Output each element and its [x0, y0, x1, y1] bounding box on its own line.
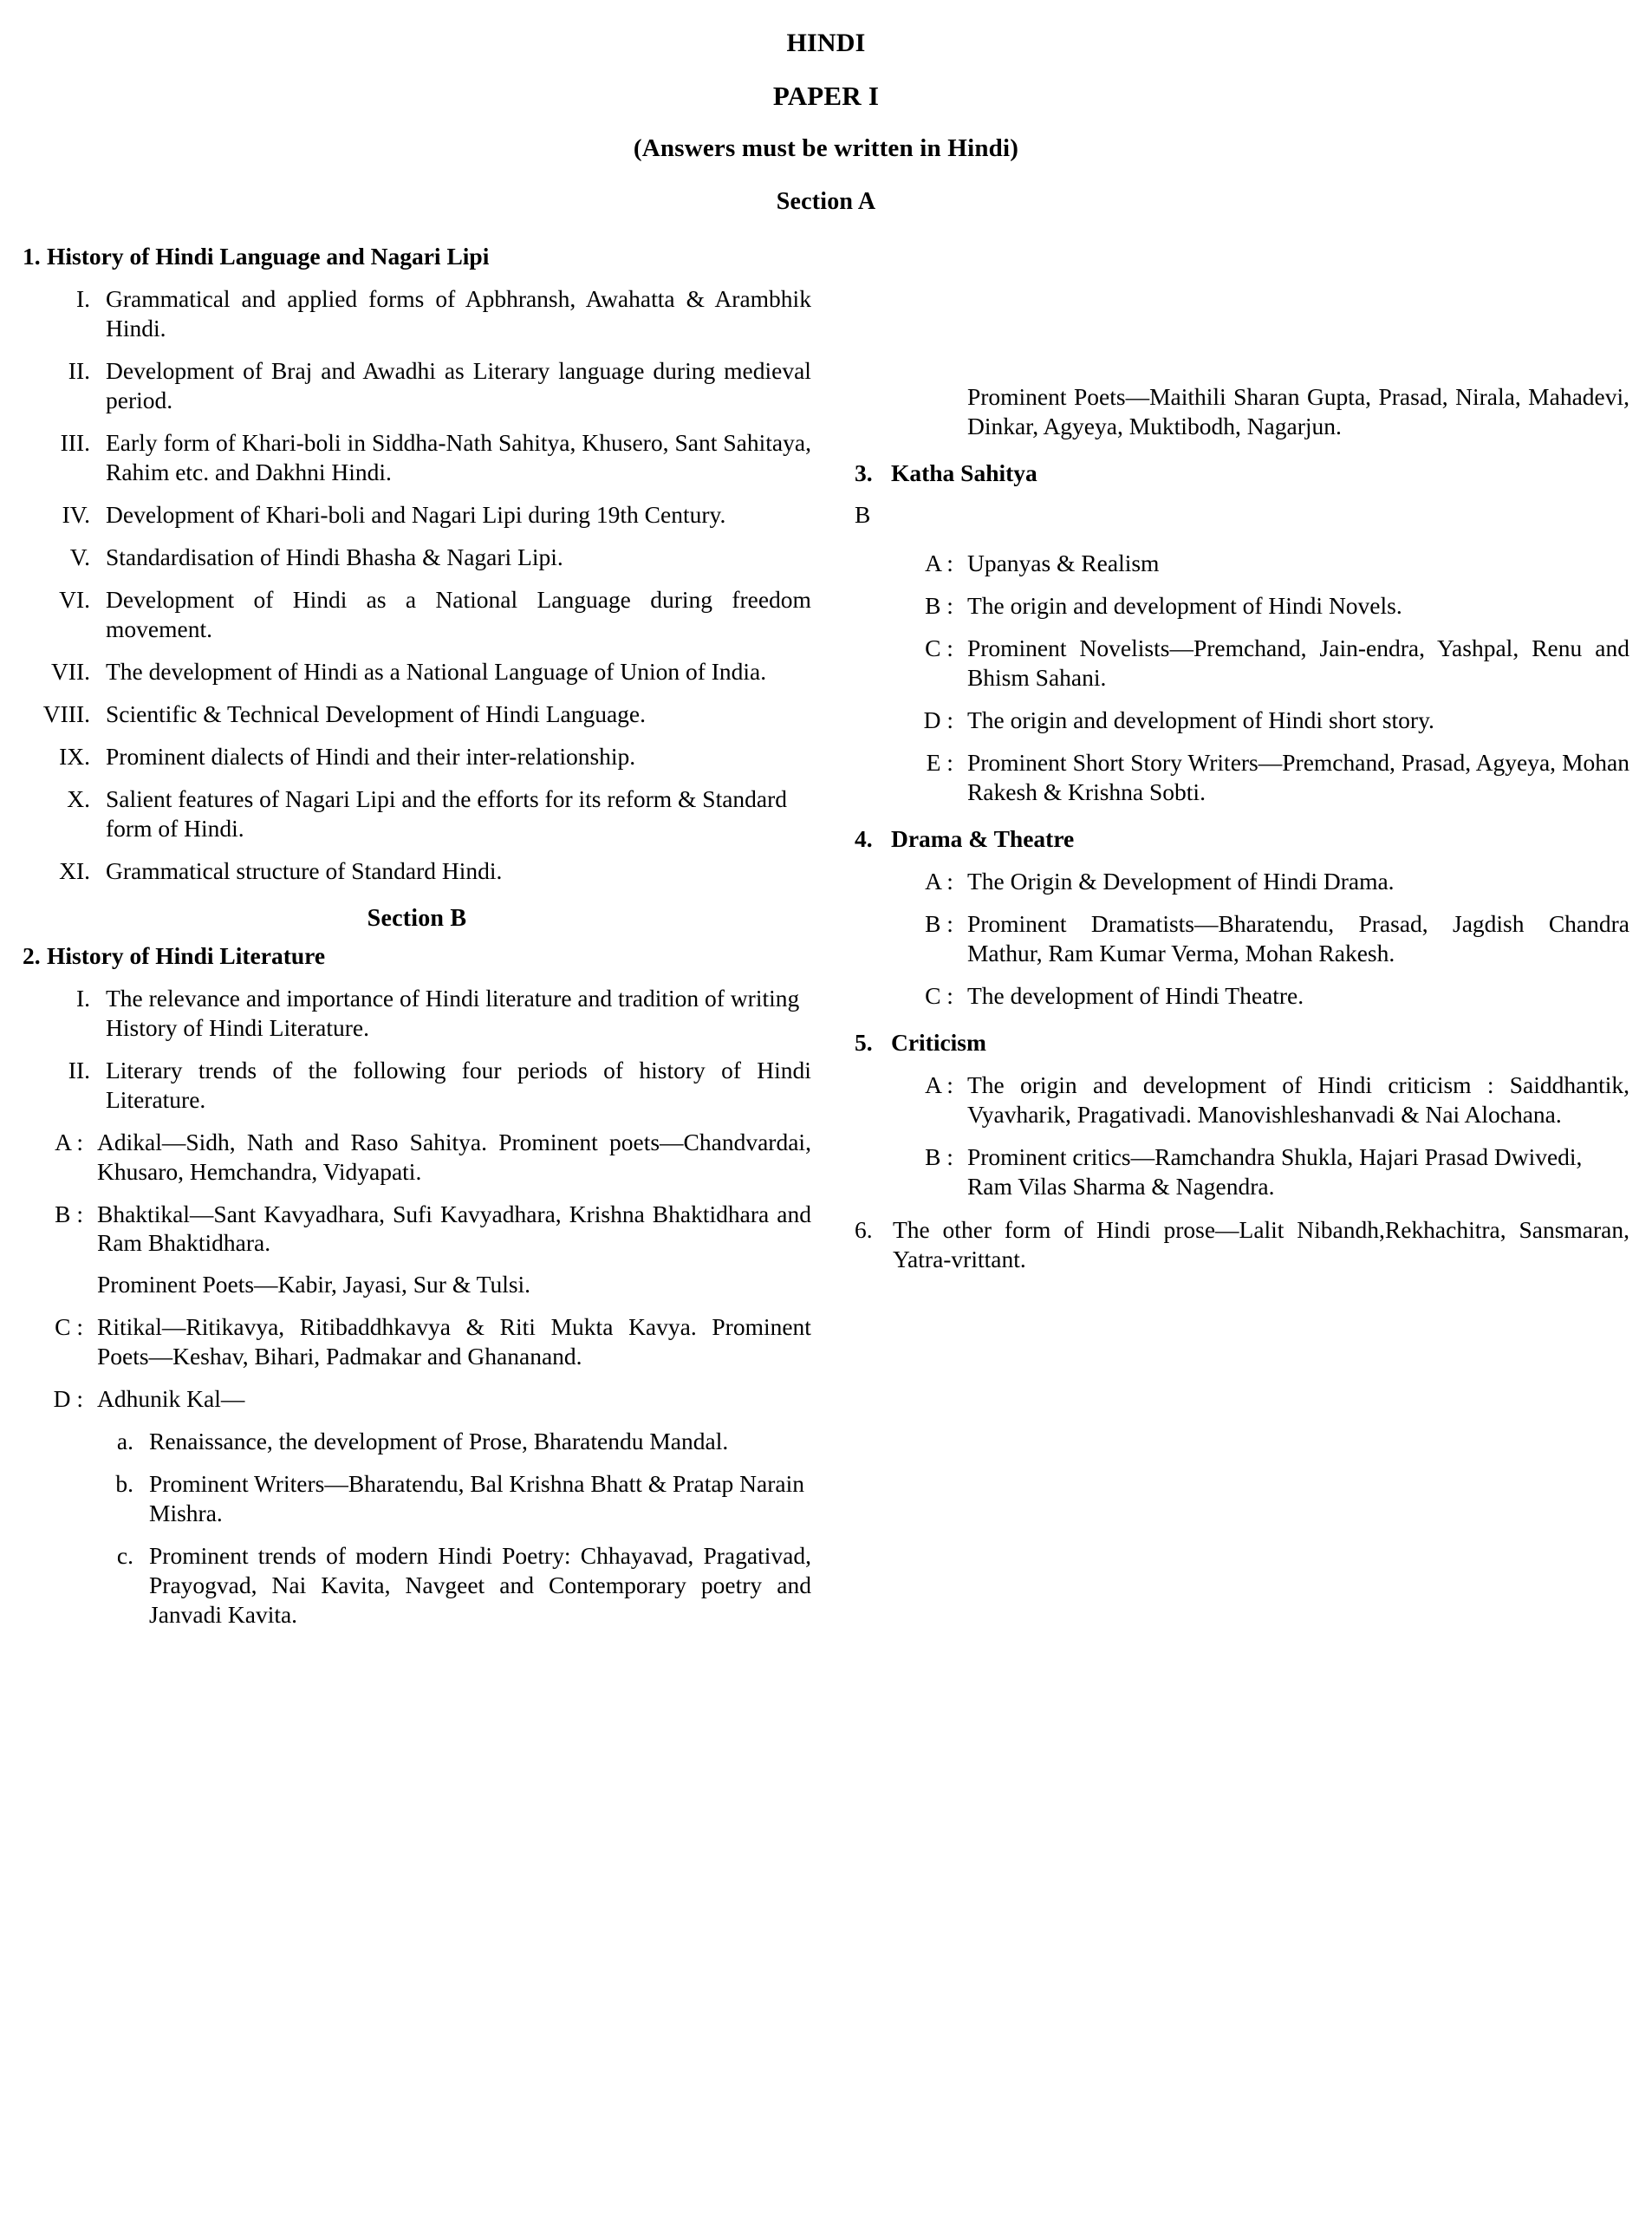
list-item: [855, 909, 1629, 968]
list-marker: IV.: [62, 501, 90, 529]
list-text: Grammatical structure of Standard Hindi.: [106, 856, 503, 884]
list-item: [23, 1128, 811, 1187]
two-column-body: [23, 230, 1629, 1630]
list-text: Grammatical and applied forms of Apbhransh, Awahatta & Arambhik Hindi.: [106, 285, 811, 342]
list-marker: XI.: [59, 856, 90, 884]
topic-6-item: [855, 1215, 1629, 1274]
list-text: Development of Hindi as a National Language during freedom movement.: [106, 586, 811, 643]
list-marker: I.: [75, 285, 90, 313]
list-text: Bhaktikal—Sant Kavyadhara, Sufi Kavyadhara, Krishna Bhaktidhara and Ram Bhaktidhara.: [97, 1200, 811, 1257]
list-text: The Origin & Development of Hindi Drama.: [966, 868, 1395, 895]
list-item: [855, 1142, 1629, 1201]
left-column: [23, 230, 832, 1630]
section-b-block: [23, 905, 811, 933]
list-text: The development of Hindi Theatre.: [966, 981, 1304, 1009]
list-item: [23, 1427, 811, 1456]
list-marker: VIII.: [42, 700, 90, 727]
topic-3-title: Katha Sahitya: [890, 459, 1037, 487]
list-marker: II.: [68, 1056, 90, 1083]
topic-6-text: The other form of Hindi prose—Lalit Nibandh,Rekhachitra, Sansmaran, Yatra-vrittant.: [892, 1215, 1629, 1272]
section-b-heading: Section B: [367, 904, 467, 932]
list-marker: V.: [69, 543, 90, 571]
list-marker: b.: [115, 1470, 133, 1498]
list-item: [23, 1384, 811, 1414]
list-item: [855, 1070, 1629, 1129]
topic-4-number: 4.: [854, 825, 873, 852]
list-marker: D :: [923, 706, 953, 734]
topic-4-heading: [855, 824, 1629, 854]
paper-title: PAPER I: [772, 81, 880, 111]
list-item: [855, 634, 1629, 693]
list-text: Prominent Novelists—Premchand, Jain-endra, Yashpal, Renu and Bhism Sahani.: [966, 634, 1629, 692]
right-column: [855, 230, 1629, 1273]
list-text: Development of Khari-boli and Nagari Lipi during 19th Century.: [106, 501, 726, 529]
list-item: [855, 549, 1629, 578]
list-item: [23, 984, 811, 1043]
list-marker: IX.: [59, 742, 90, 770]
topic-5-heading: [855, 1028, 1629, 1057]
topic-4-title: Drama & Theatre: [890, 825, 1075, 852]
list-marker: B :: [55, 1200, 83, 1227]
list-item: [23, 356, 811, 415]
list-item: [855, 706, 1629, 735]
list-text: Ritikal—Ritikavya, Ritibaddhkavya & Riti Mukta Kavya. Prominent Poets—Keshav, Bihari, Padmakar and Ghananand.: [97, 1313, 811, 1370]
list-text: Standardisation of Hindi Bhasha & Nagari Lipi.: [106, 543, 563, 571]
list-item: [23, 585, 811, 644]
list-text: The relevance and importance of Hindi literature and tradition of writing History of Hindi Literature.: [106, 984, 800, 1041]
list-item: [23, 428, 811, 487]
list-text: Prominent Dramatists—Bharatendu, Prasad, Jagdish Chandra Mathur, Ram Kumar Verma, Mohan Rakesh.: [966, 910, 1629, 966]
list-item: [855, 981, 1629, 1011]
list-item: [23, 1469, 811, 1528]
list-item: [23, 784, 811, 843]
list-text: Early form of Khari-boli in Siddha-Nath Sahitya, Khusero, Sant Sahitaya, Rahim etc. and Dakhni Hindi.: [106, 429, 811, 486]
list-text: Salient features of Nagari Lipi and the efforts for its reform & Standard form of Hindi.: [106, 784, 788, 842]
list-text: The origin and development of Hindi criticism : Saiddhantik, Vyavharik, Pragativadi. Manovishleshanvadi & Nai Alochana.: [966, 1071, 1629, 1128]
list-marker: B :: [925, 1142, 953, 1170]
list-marker: VI.: [59, 586, 90, 614]
list-text: The development of Hindi as a National Language of Union of India.: [106, 658, 767, 685]
list-item: [23, 657, 811, 687]
list-item: [23, 1541, 811, 1630]
topic-6-number: 6.: [854, 1215, 873, 1243]
topic-5-number: 5.: [854, 1028, 873, 1056]
topic-3-number: 3.: [854, 459, 873, 487]
list-item: [23, 1056, 811, 1115]
list-text: Literary trends of the following four periods of history of Hindi Literature.: [106, 1056, 811, 1113]
list-text: Prominent trends of modern Hindi Poetry: Chhayavad, Pragativad, Prayogvad, Nai Kavita, Navgeet and Contemporary poetry and Janvadi Kavita.: [149, 1542, 811, 1629]
stray-letter-b: B: [854, 501, 871, 529]
list-marker: II.: [68, 357, 90, 385]
topic-5-title: Criticism: [890, 1028, 986, 1056]
bhaktikal-poets-continuation: Prominent Poets—Kabir, Jayasi, Sur & Tulsi.: [97, 1271, 531, 1298]
topic-2-number: 2.: [23, 941, 41, 969]
list-marker: C :: [55, 1313, 83, 1341]
list-item: [23, 284, 811, 343]
list-marker: C :: [925, 634, 953, 662]
list-item: [23, 1200, 811, 1259]
topic-2-title: History of Hindi Literature: [47, 941, 326, 969]
list-marker: D :: [53, 1385, 83, 1413]
subject-title: HINDI: [786, 29, 866, 57]
list-text: Prominent dialects of Hindi and their inter-relationship.: [106, 742, 636, 770]
list-item: [855, 748, 1629, 807]
list-marker: I.: [75, 984, 90, 1012]
list-item: [23, 543, 811, 572]
list-text: Renaissance, the development of Prose, Bharatendu Mandal.: [149, 1428, 729, 1455]
list-text: Scientific & Technical Development of Hindi Language.: [106, 700, 646, 727]
list-marker: B :: [925, 910, 953, 938]
list-text: Adikal—Sidh, Nath and Raso Sahitya. Prominent poets—Chandvardai, Khusaro, Hemchandra, Vidyapati.: [97, 1128, 811, 1185]
list-marker: B :: [925, 592, 953, 620]
list-item: [23, 500, 811, 530]
list-marker: III.: [60, 429, 90, 457]
topic-2-heading: [23, 941, 811, 971]
list-item: [855, 591, 1629, 621]
list-marker: A :: [925, 868, 953, 895]
topic-3-heading: [855, 459, 1629, 488]
list-marker: A :: [925, 550, 953, 577]
list-text: Adhunik Kal—: [97, 1385, 245, 1413]
list-item: [23, 700, 811, 729]
list-item: [23, 742, 811, 771]
list-item: [855, 867, 1629, 896]
list-marker: X.: [67, 784, 90, 812]
list-marker: A :: [925, 1071, 953, 1098]
list-text: Prominent critics—Ramchandra Shukla, Hajari Prasad Dwivedi, Ram Vilas Sharma & Nagendra.: [966, 1142, 1583, 1200]
list-text: Prominent Writers—Bharatendu, Bal Krishna Bhatt & Pratap Narain Mishra.: [149, 1470, 804, 1527]
topic-1-title: History of Hindi Language and Nagari Lipi: [47, 243, 490, 270]
list-text: Prominent Short Story Writers—Premchand, Prasad, Agyeya, Mohan Rakesh & Krishna Sobti.: [966, 749, 1629, 806]
modern-poets-continuation: Prominent Poets—Maithili Sharan Gupta, Prasad, Nirala, Mahadevi, Dinkar, Agyeya, Muktibodh, Nagarjun.: [966, 383, 1629, 440]
list-marker: A :: [55, 1128, 83, 1155]
topic-1-number: 1.: [23, 243, 41, 270]
list-marker: a.: [116, 1428, 133, 1455]
list-marker: C :: [925, 981, 953, 1009]
list-text: The origin and development of Hindi Novels.: [966, 592, 1402, 620]
topic-1-heading: [23, 242, 811, 271]
list-marker: VII.: [50, 658, 90, 685]
answer-instruction: (Answers must be written in Hindi): [633, 134, 1019, 163]
list-marker: E :: [926, 749, 953, 777]
list-item: [23, 1312, 811, 1371]
section-a-heading: Section A: [776, 187, 876, 215]
list-text: Upanyas & Realism: [966, 550, 1160, 577]
list-marker: c.: [116, 1542, 133, 1570]
list-text: Development of Braj and Awadhi as Literary language during medieval period.: [106, 357, 811, 414]
list-item: [23, 856, 811, 886]
list-text: The origin and development of Hindi short story.: [966, 706, 1434, 734]
document-title-block: [23, 16, 1629, 218]
